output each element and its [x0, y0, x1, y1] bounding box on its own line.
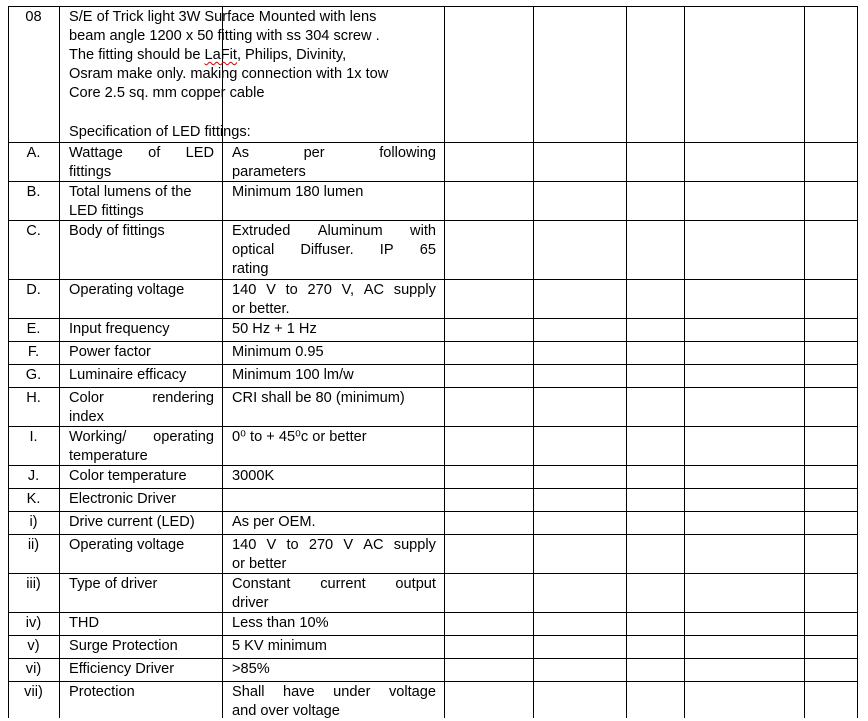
- row-value: [232, 536, 436, 555]
- brand-name-misspelled: LaFit: [204, 47, 237, 63]
- row-value: [232, 144, 436, 163]
- row-value: [232, 222, 436, 241]
- row-value: [232, 281, 436, 300]
- row-parameter: Input frequency: [69, 321, 170, 337]
- word: IP: [379, 242, 394, 258]
- row-id: D.: [26, 282, 41, 298]
- row-parameter: [69, 389, 214, 408]
- row-id: F.: [27, 344, 40, 360]
- row-value: Minimum 0.95: [232, 344, 324, 360]
- row-value: Minimum 100 lm/w: [232, 367, 354, 383]
- row-line: [8, 658, 858, 659]
- row-id: E.: [26, 321, 41, 337]
- row-id: ii): [27, 537, 40, 553]
- row-line: [8, 181, 858, 182]
- word: LED: [185, 145, 214, 161]
- row-id: vi): [25, 661, 42, 677]
- word: with: [410, 223, 436, 239]
- row-line: [8, 573, 858, 574]
- word: under: [333, 684, 371, 700]
- row-value: 0⁰ to + 45⁰c or better: [232, 429, 367, 445]
- row-parameter: Operating voltage: [69, 282, 185, 298]
- word: optical: [232, 242, 275, 258]
- row-value: [232, 575, 436, 594]
- word: Aluminum: [317, 223, 383, 239]
- word: AC: [363, 537, 384, 553]
- row-line: [8, 318, 858, 319]
- row-parameter: Type of driver: [69, 576, 158, 592]
- row-value: 5 KV minimum: [232, 638, 327, 654]
- item-number: 08: [25, 9, 42, 25]
- word: Working/: [69, 429, 127, 445]
- row-line: [8, 341, 858, 342]
- description-text: , Philips, Divinity,: [236, 47, 347, 63]
- word: Constant: [232, 576, 291, 592]
- row-value: 50 Hz + 1 Hz: [232, 321, 317, 337]
- word: Extruded: [232, 223, 291, 239]
- word: supply: [393, 282, 436, 298]
- row-parameter: Total lumens of the: [69, 184, 192, 200]
- description-line: Osram make only. making connection with 1x tow: [69, 66, 389, 82]
- row-line: [8, 635, 858, 636]
- word: V: [266, 282, 276, 298]
- row-value: or better.: [232, 301, 290, 317]
- row-line: [8, 387, 858, 388]
- row-value: rating: [232, 261, 269, 277]
- row-value: and over voltage: [232, 703, 340, 719]
- row-line: [8, 426, 858, 427]
- word: 65: [419, 242, 436, 258]
- row-parameter: Protection: [69, 684, 135, 700]
- row-value: driver: [232, 595, 269, 611]
- spec-heading: Specification of LED fittings:: [69, 124, 251, 140]
- row-parameter: [69, 428, 214, 447]
- row-line: [8, 364, 858, 365]
- row-id: iii): [26, 576, 41, 592]
- row-id: H.: [26, 390, 41, 406]
- row-line: [8, 612, 858, 613]
- row-parameter: Drive current (LED): [69, 514, 195, 530]
- row-value: [232, 241, 436, 260]
- row-line: [8, 681, 858, 682]
- word: per: [303, 145, 325, 161]
- row-parameter: Body of fittings: [69, 223, 165, 239]
- row-parameter: Luminaire efficacy: [69, 367, 187, 383]
- description-line: beam angle 1200 x 50 fitting with ss 304 screw .: [69, 28, 380, 44]
- row-value: >85%: [232, 661, 270, 677]
- row-value: As per OEM.: [232, 514, 316, 530]
- row-line: [8, 534, 858, 535]
- word: V,: [341, 282, 355, 298]
- word: 140: [232, 537, 257, 553]
- row-parameter: LED fittings: [69, 203, 144, 219]
- word: Wattage: [69, 145, 123, 161]
- word: output: [395, 576, 436, 592]
- row-value: CRI shall be 80 (minimum): [232, 390, 405, 406]
- row-id: J.: [27, 468, 40, 484]
- row-parameter: Electronic Driver: [69, 491, 177, 507]
- description-line: S/E of Trick light 3W Surface Mounted with lens: [69, 9, 377, 25]
- word: AC: [363, 282, 385, 298]
- word: 140: [232, 282, 257, 298]
- row-id: K.: [26, 491, 41, 507]
- word: 270: [308, 537, 334, 553]
- table-border-top: [8, 6, 858, 7]
- row-parameter: index: [69, 409, 104, 425]
- row-id: C.: [26, 223, 41, 239]
- word: Shall: [232, 684, 265, 700]
- row-id: iv): [25, 615, 42, 631]
- word: supply: [393, 537, 436, 553]
- word: As: [232, 145, 250, 161]
- word: following: [379, 145, 436, 161]
- word: to: [286, 537, 299, 553]
- row-value: [232, 683, 436, 702]
- word: operating: [153, 429, 214, 445]
- row-value: Minimum 180 lumen: [232, 184, 364, 200]
- row-id: v): [27, 638, 40, 654]
- word: current: [320, 576, 366, 592]
- row-parameter: fittings: [69, 164, 112, 180]
- row-line: [8, 511, 858, 512]
- description-line: [69, 46, 346, 65]
- row-parameter: Efficiency Driver: [69, 661, 175, 677]
- row-parameter: temperature: [69, 448, 148, 464]
- word: V: [343, 537, 354, 553]
- row-parameter: THD: [69, 615, 99, 631]
- word: voltage: [388, 684, 436, 700]
- row-line: [8, 142, 858, 143]
- description-text: The fitting should be: [69, 47, 205, 63]
- word: Color: [69, 390, 104, 406]
- row-line: [8, 488, 858, 489]
- word: have: [282, 684, 315, 700]
- word: Diffuser.: [300, 242, 354, 258]
- row-value: 3000K: [232, 468, 275, 484]
- word: rendering: [152, 390, 214, 406]
- row-parameter: Operating voltage: [69, 537, 185, 553]
- row-parameter: Power factor: [69, 344, 151, 360]
- row-value: parameters: [232, 164, 306, 180]
- row-id: A.: [26, 145, 41, 161]
- row-id: I.: [29, 429, 38, 445]
- row-id: G.: [25, 367, 42, 383]
- row-id: vii): [24, 684, 43, 700]
- row-parameter: [69, 144, 214, 163]
- word: V: [266, 537, 277, 553]
- row-id: B.: [26, 184, 41, 200]
- row-parameter: Surge Protection: [69, 638, 178, 654]
- row-value: Less than 10%: [232, 615, 329, 631]
- word: of: [148, 145, 161, 161]
- row-value: or better: [232, 556, 287, 572]
- row-parameter: Color temperature: [69, 468, 187, 484]
- word: to: [285, 282, 298, 298]
- word: 270: [307, 282, 332, 298]
- description-line: Core 2.5 sq. mm copper cable: [69, 85, 265, 101]
- row-line: [8, 279, 858, 280]
- row-id: i): [29, 514, 38, 530]
